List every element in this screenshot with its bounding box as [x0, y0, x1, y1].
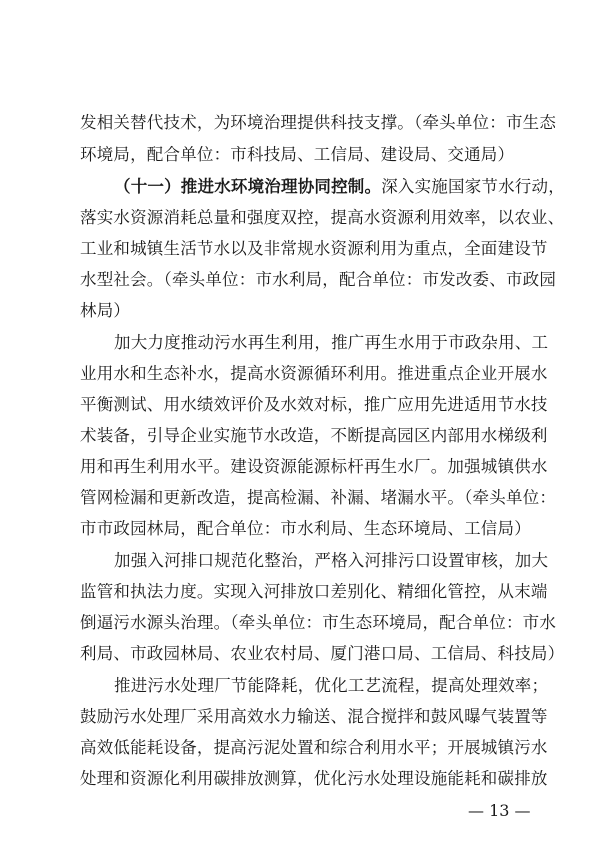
text-line: 市市政园林局，配合单位：市水利局、生态环境局、工信局） [80, 519, 531, 538]
text-line: 管网检漏和更新改造，提高检漏、补漏、堵漏水平。（牵头单位： [80, 488, 557, 507]
text-line: 工业和城镇生活节水以及非常规水资源利用为重点，全面建设节 [80, 239, 548, 258]
text-line: 鼓励污水处理厂采用高效水力输送、混合搅拌和鼓风曝气装置等 [80, 707, 548, 726]
text-line: 加强入河排口规范化整治，严格入河排污口设置审核，加大 [114, 551, 549, 570]
text-line: 业用水和生态补水，提高水资源循环利用。推进重点企业开展水 [80, 364, 548, 383]
text-line: 倒逼污水源头治理。（牵头单位：市生态环境局，配合单位：市水 [80, 613, 557, 632]
text-line: 发相关替代技术，为环境治理提供科技支撑。（牵头单位：市生态 [80, 113, 557, 132]
text-line: 林局） [80, 301, 131, 320]
text-span: 深入实施国家节水行动， [381, 177, 565, 196]
text-line: 高效低能耗设备，提高污泥处置和综合利用水平；开展城镇污水 [80, 738, 548, 757]
text-line: 落实水资源消耗总量和强度双控，提高水资源利用效率，以农业、 [80, 208, 565, 227]
section-heading: （十一）推进水环境治理协同控制。 [114, 177, 382, 196]
text-line: 水型社会。（牵头单位：市水利局，配合单位：市发改委、市政园 [80, 270, 557, 289]
text-line: 加大力度推动污水再生利用，推广再生水用于市政杂用、工 [114, 333, 549, 352]
page-number: — 13 — [468, 801, 531, 820]
text-line: 用和再生利用水平。建设资源能源标杆再生水厂。加强城镇供水 [80, 457, 548, 476]
text-line: 推进污水处理厂节能降耗，优化工艺流程，提高处理效率； [114, 676, 549, 695]
text-line: 术装备，引导企业实施节水改造，不断提高园区内部用水梯级利 [80, 426, 548, 445]
text-line: 环境局，配合单位：市科技局、工信局、建设局、交通局） [80, 145, 515, 164]
text-line: 监管和执法力度。实现入河排放口差别化、精细化管控，从末端 [80, 582, 548, 601]
text-line: 利局、市政园林局、农业农村局、厦门港口局、工信局、科技局） [80, 644, 565, 663]
text-line: 平衡测试、用水绩效评价及水效对标，推广应用先进适用节水技 [80, 395, 548, 414]
section-heading-line [114, 175, 565, 199]
text-line: 处理和资源化利用碳排放测算，优化污水处理设施能耗和碳排放 [80, 769, 548, 788]
